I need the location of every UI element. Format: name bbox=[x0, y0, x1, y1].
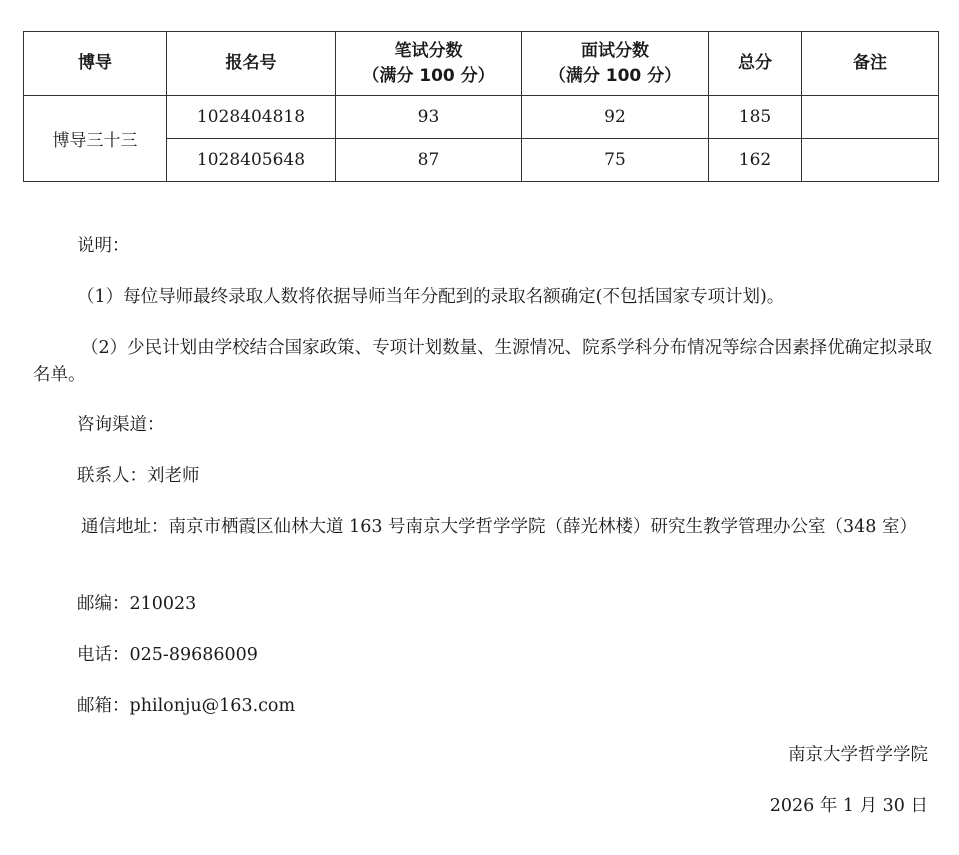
contact-address: 通信地址：南京市栖霞区仙林大道 163 号南京大学哲学学院（薛光林楼）研究生教学管理办公室（348 室） bbox=[81, 517, 917, 537]
signature-org: 南京大学哲学学院 bbox=[788, 745, 928, 765]
header-total: 总分 bbox=[709, 32, 802, 96]
advisor-cell: 博导三十三 bbox=[24, 96, 167, 182]
written-score-cell: 93 bbox=[336, 96, 522, 139]
header-interview-max: （满分 100 分） bbox=[548, 65, 682, 86]
contact-heading: 咨询渠道： bbox=[77, 415, 165, 435]
contact-postcode: 邮编：210023 bbox=[77, 594, 197, 614]
header-reg-no: 报名号 bbox=[167, 32, 336, 96]
header-remarks: 备注 bbox=[802, 32, 939, 96]
interview-score-cell: 75 bbox=[522, 139, 709, 182]
reg-no-cell: 1028405648 bbox=[167, 139, 336, 182]
total-score-cell: 162 bbox=[709, 139, 802, 182]
header-interview-title: 面试分数 bbox=[581, 40, 649, 61]
notes-heading: 说明： bbox=[77, 236, 130, 256]
interview-score-cell: 92 bbox=[522, 96, 709, 139]
note-item-2: （2）少民计划由学校结合国家政策、专项计划数量、生源情况、院系学科分布情况等综合因素择优确定拟录取名单。 bbox=[33, 338, 933, 385]
reg-no-cell: 1028404818 bbox=[167, 96, 336, 139]
header-written-title: 笔试分数 bbox=[394, 40, 463, 61]
written-score-cell: 87 bbox=[336, 139, 522, 182]
note-item-1: （1）每位导师最终录取人数将依据导师当年分配到的录取名额确定(不包括国家专项计划)。 bbox=[77, 287, 785, 307]
contact-person: 联系人：刘老师 bbox=[77, 466, 200, 486]
contact-email[interactable]: 邮箱：philonju@163.com bbox=[77, 696, 296, 716]
total-score-cell: 185 bbox=[709, 96, 802, 139]
header-written-max: （满分 100 分） bbox=[362, 65, 495, 86]
contact-phone: 电话：025-89686009 bbox=[77, 645, 258, 665]
header-advisor: 博导 bbox=[24, 32, 167, 96]
signature-date: 2026 年 1 月 30 日 bbox=[769, 796, 928, 816]
